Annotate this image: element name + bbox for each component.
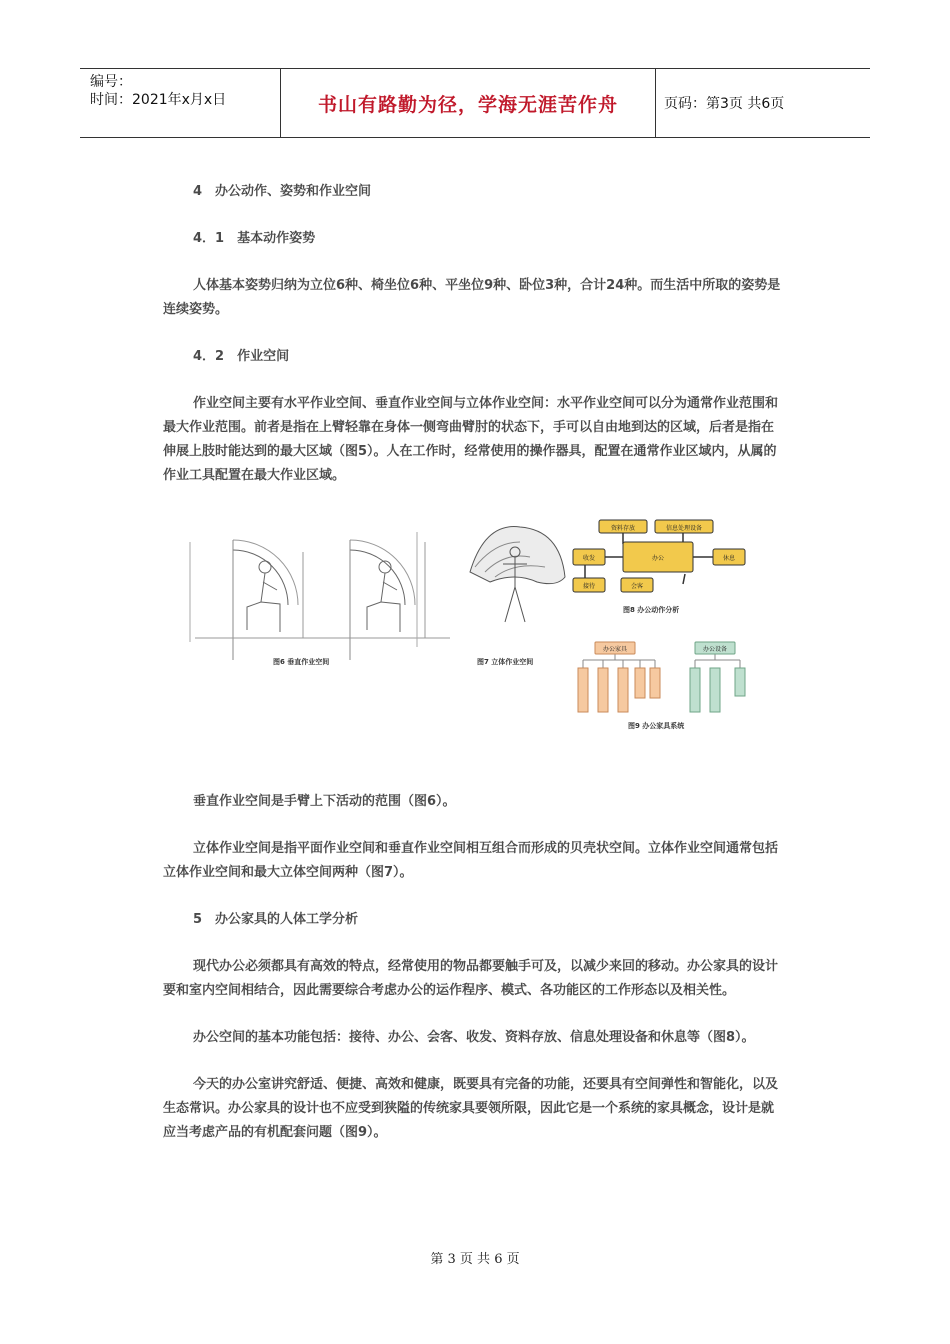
fig8-node-4: 接待 xyxy=(582,583,596,590)
fig9-group-1: 办公设备 xyxy=(702,646,728,653)
fig8-node-6: 会客 xyxy=(630,583,644,590)
page-footer: 第 3 页 共 6 页 xyxy=(430,1252,520,1267)
paragraph-3d-space: 立体作业空间是指平面作业空间和垂直作业空间相互组合而形成的贝壳状空间。立体作业空间通常包括立体作业空间和最大立体空间两种（图7）。 xyxy=(163,841,779,880)
figure-7-3d-space xyxy=(470,527,565,622)
heading-section-4-1: 4．1 基本动作姿势 xyxy=(193,231,316,246)
header-motto: 书山有路勤为径，学海无涯苦作舟 xyxy=(317,93,618,116)
figure-8-caption: 图8 办公动作分析 xyxy=(623,606,680,614)
header-page-info: 页码：第3页 共6页 xyxy=(664,96,785,112)
fig8-node-2: 收发 xyxy=(582,555,596,562)
figure-7-caption: 图7 立体作业空间 xyxy=(477,658,534,666)
figure-9-furniture-system xyxy=(578,642,745,712)
time-label: 时间：2021年x月x日 xyxy=(90,92,227,108)
paragraph-work-space: 作业空间主要有水平作业空间、垂直作业空间与立体作业空间：水平作业空间可以分为通常作业范围和最大作业范围。前者是指在上臂轻靠在身体一侧弯曲臂肘的状态下，手可以自由地到达的区域，后者是指在伸展上肢时能达到的最大区域（图5）。人在工作时，经常使用的操作器具，配置在通常作业区域内，从属的作业工具配置在最大作业区域。 xyxy=(163,396,779,483)
paragraph-vertical-space: 垂直作业空间是手臂上下活动的范围（图6）。 xyxy=(193,794,456,809)
figure-6-caption: 图6 垂直作业空间 xyxy=(273,658,330,666)
paragraph-basic-postures: 人体基本姿势归纳为立位6种、椅坐位6种、平坐位9种、卧位3种，合计24种。而生活中所取的姿势是连续姿势。 xyxy=(163,278,781,317)
figure-9-caption: 图9 办公家具系统 xyxy=(628,722,685,730)
heading-section-4-2: 4．2 作业空间 xyxy=(193,349,290,364)
page-header xyxy=(80,68,870,138)
header-page-cell xyxy=(654,69,870,137)
header-left-cell xyxy=(80,69,280,137)
number-label: 编号： xyxy=(90,74,132,90)
paragraph-modern-office: 现代办公必须都具有高效的特点，经常使用的物品都要触手可及，以减少来回的移动。办公家具的设计要和室内空间相结合，因此需要综合考虑办公的运作程序、模式、各功能区的工作形态以及相关性。 xyxy=(163,959,779,998)
figure-6-vertical-space xyxy=(190,532,450,660)
fig8-node-1: 信息处理设备 xyxy=(665,525,703,532)
figure-8-office-flow xyxy=(573,520,745,592)
header-motto-cell xyxy=(280,69,656,137)
fig8-node-5: 休息 xyxy=(722,555,736,562)
paragraph-office-today: 今天的办公室讲究舒适、便捷、高效和健康，既要具有完备的功能，还要具有空间弹性和智能化，以及生态常识。办公家具的设计也不应受到狭隘的传统家具要领所限，因此它是一个系统的家具概念，设计是就应当考虑产品的有机配套问题（图9）。 xyxy=(163,1077,779,1140)
figures-illustration xyxy=(185,512,775,737)
content-bottom xyxy=(163,790,783,1145)
paragraph-office-functions: 办公空间的基本功能包括：接待、办公、会客、收发、资料存放、信息处理设备和休息等（图8）。 xyxy=(193,1030,755,1045)
fig8-node-0: 资料存放 xyxy=(610,525,636,532)
heading-section-5: 5 办公家具的人体工学分析 xyxy=(193,912,359,927)
fig9-group-0: 办公家具 xyxy=(602,646,628,653)
fig8-node-3: 办公 xyxy=(651,555,665,562)
heading-section-4: 4 办公动作、姿势和作业空间 xyxy=(193,184,372,199)
figure-area xyxy=(185,512,775,737)
content-top xyxy=(163,180,783,488)
